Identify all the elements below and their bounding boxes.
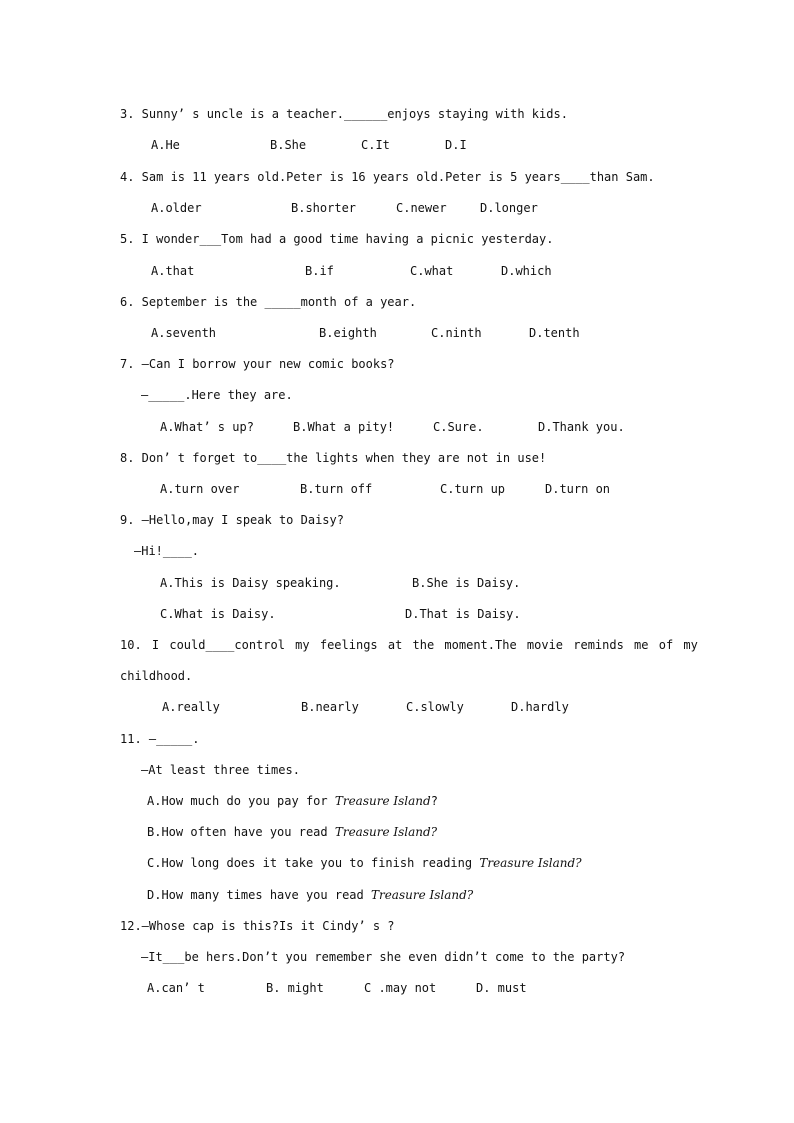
question-12-option-b: B. might bbox=[266, 981, 324, 995]
question-11-option-a-text: A.How much do you pay for bbox=[147, 794, 335, 808]
question-11-option-d-text: D.How many times have you read bbox=[147, 888, 371, 902]
question-11-reply: —At least three times. bbox=[141, 763, 300, 777]
question-5-stem: 5. I wonder___Tom had a good time having a picnic yesterday. bbox=[120, 232, 554, 246]
question-8-option-c: C.turn up bbox=[440, 482, 506, 496]
question-10-option-b: B.nearly bbox=[301, 700, 359, 714]
question-9-option-a: A.This is Daisy speaking. bbox=[160, 576, 341, 590]
question-6-option-c: C.ninth bbox=[431, 326, 482, 340]
question-4-option-a: A.older bbox=[151, 201, 202, 215]
question-9-reply: —Hi!____. bbox=[134, 544, 200, 558]
question-5-option-c: C.what bbox=[410, 264, 454, 278]
book-title: Treasure Island? bbox=[370, 888, 474, 902]
question-12-option-a: A.can’ t bbox=[147, 981, 205, 995]
book-title: Treasure Island bbox=[334, 794, 431, 808]
question-3-option-b: B.She bbox=[270, 138, 307, 152]
question-10-option-d: D.hardly bbox=[511, 700, 569, 714]
question-11-option-c-text: C.How long does it take you to finish reading bbox=[147, 856, 480, 870]
question-12-option-d: D. must bbox=[476, 981, 527, 995]
question-9-option-d: D.That is Daisy. bbox=[405, 607, 521, 621]
question-6-option-d: D.tenth bbox=[529, 326, 580, 340]
question-7-option-a: A.What’ s up? bbox=[160, 420, 254, 434]
question-mark: ? bbox=[430, 794, 438, 808]
question-5-option-b: B.if bbox=[305, 264, 334, 278]
question-5-option-a: A.that bbox=[151, 264, 195, 278]
question-11-option-b-text: B.How often have you read bbox=[147, 825, 335, 839]
book-title: Treasure Island? bbox=[479, 856, 582, 870]
question-7-reply: —_____.Here they are. bbox=[141, 388, 293, 402]
question-9-option-c: C.What is Daisy. bbox=[160, 607, 276, 621]
book-title: Treasure Island? bbox=[334, 825, 438, 839]
question-3-option-a: A.He bbox=[151, 138, 180, 152]
question-11-option-c bbox=[147, 856, 582, 870]
question-4-option-c: C.newer bbox=[396, 201, 447, 215]
question-7-option-b: B.What a pity! bbox=[293, 420, 395, 434]
question-10-option-a: A.really bbox=[162, 700, 220, 714]
question-6-stem: 6. September is the _____month of a year. bbox=[120, 295, 417, 309]
question-4-option-d: D.longer bbox=[480, 201, 538, 215]
question-11-stem: 11. —_____. bbox=[120, 732, 200, 746]
question-10-stem-continued: childhood. bbox=[120, 669, 193, 683]
question-5-option-d: D.which bbox=[501, 264, 552, 278]
question-11-option-b bbox=[147, 825, 437, 839]
question-8-option-b: B.turn off bbox=[300, 482, 373, 496]
question-3-option-d: D.I bbox=[445, 138, 467, 152]
question-9-stem: 9. —Hello,may I speak to Daisy? bbox=[120, 513, 344, 527]
question-10-option-c: C.slowly bbox=[406, 700, 464, 714]
question-11-option-a bbox=[147, 794, 438, 808]
question-12-option-c: C .may not bbox=[364, 981, 437, 995]
question-3-stem: 3. Sunny’ s uncle is a teacher.______enjoys staying with kids. bbox=[120, 107, 568, 121]
question-4-stem: 4. Sam is 11 years old.Peter is 16 years old.Peter is 5 years____than Sam. bbox=[120, 170, 655, 184]
question-8-stem: 8. Don’ t forget to____the lights when they are not in use! bbox=[120, 451, 547, 465]
question-7-option-d: D.Thank you. bbox=[538, 420, 625, 434]
question-10-stem: 10. I could____control my feelings at the moment.The movie reminds me of my bbox=[120, 638, 698, 652]
question-7-option-c: C.Sure. bbox=[433, 420, 484, 434]
question-9-option-b: B.She is Daisy. bbox=[412, 576, 521, 590]
question-8-option-d: D.turn on bbox=[545, 482, 611, 496]
question-12-reply: —It___be hers.Don’t you remember she even didn’t come to the party? bbox=[141, 950, 626, 964]
question-11-option-d bbox=[147, 888, 473, 902]
question-4-option-b: B.shorter bbox=[291, 201, 357, 215]
question-6-option-b: B.eighth bbox=[319, 326, 377, 340]
question-7-stem: 7. —Can I borrow your new comic books? bbox=[120, 357, 395, 371]
question-6-option-a: A.seventh bbox=[151, 326, 217, 340]
question-8-option-a: A.turn over bbox=[160, 482, 240, 496]
question-12-stem: 12.—Whose cap is this?Is it Cindy’ s ? bbox=[120, 919, 395, 933]
question-3-option-c: C.It bbox=[361, 138, 390, 152]
